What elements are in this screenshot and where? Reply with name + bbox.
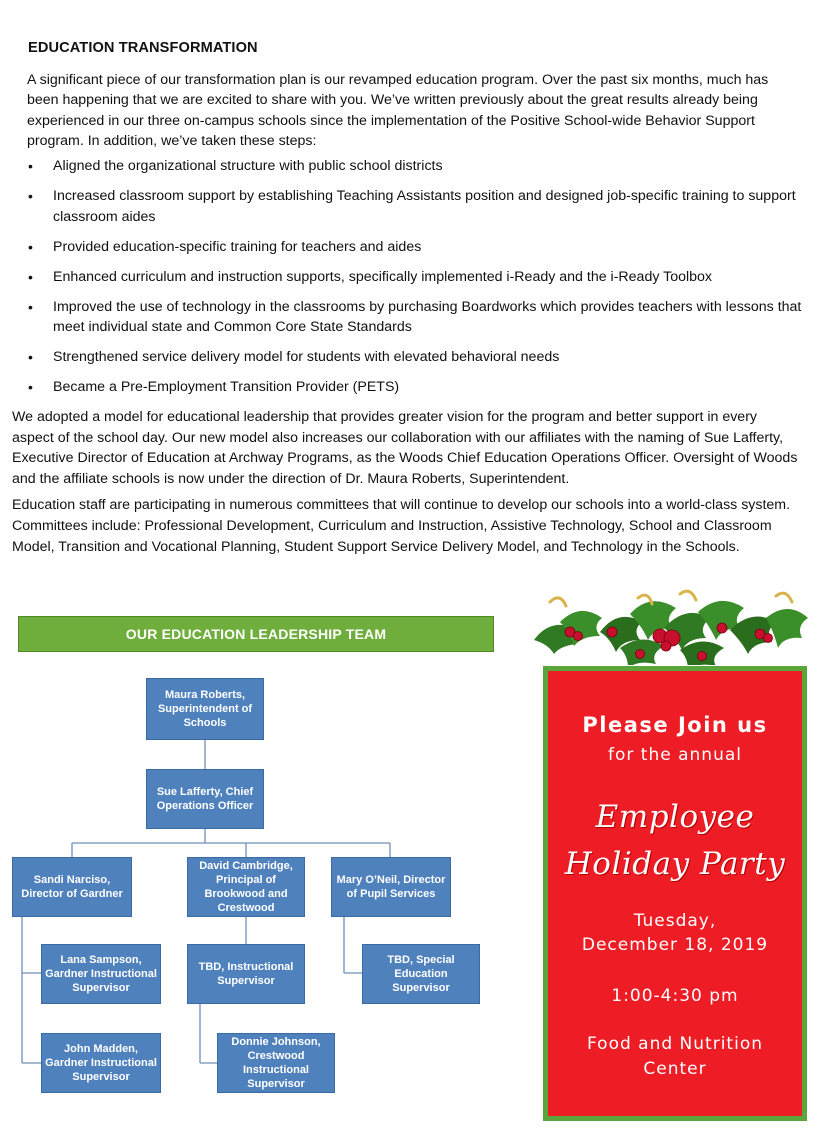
- org-box-tbd-instructional: TBD, Instructional Supervisor: [187, 944, 305, 1004]
- committees-paragraph: Education staff are participating in numerous committees that will continue to develop our schools into a world-class system. Committees include: Professional Development, Curriculum and Instruction, Assistive Technology, School and Classroom Model, Transition and Vocational Planning, Student Support Service Delivery Model, and Technology in the Schools.: [12, 497, 791, 555]
- team-banner: OUR EDUCATION LEADERSHIP TEAM: [18, 616, 494, 652]
- org-box-lafferty: Sue Lafferty, Chief Operations Officer: [146, 769, 264, 829]
- party-invitation: [543, 666, 807, 1121]
- invite-date: December 18, 2019: [581, 935, 769, 955]
- invite-script-line1: Employee: [595, 799, 755, 835]
- invite-join: Please Join us: [582, 713, 768, 737]
- list-item: • Enhanced curriculum and instruction supports, specifically implemented i-Ready and the i-Ready Toolbox: [27, 267, 802, 288]
- list-item: • Became a Pre-Employment Transition Provider (PETS): [27, 377, 802, 398]
- org-box-sampson: Lana Sampson, Gardner Instructional Supervisor: [41, 944, 161, 1004]
- list-item: • Increased classroom support by establishing Teaching Assistants position and designed job-specific training to support classroom aides: [27, 186, 802, 227]
- org-box-madden: John Madden, Gardner Instructional Supervisor: [41, 1033, 161, 1093]
- holly-icon: [530, 588, 810, 670]
- invite-day: Tuesday,: [633, 911, 717, 931]
- intro-paragraph: A significant piece of our transformation plan is our revamped education program. Over the past six months, much has been happening that we are excited to share with you. We’ve written previously about the great results already being experienced in our three on-campus schools since the implementation of the Positive School-wide Behavior Support program. In addition, we’ve taken these steps:: [27, 71, 769, 150]
- org-box-tbd-special: TBD, Special Education Supervisor: [362, 944, 480, 1004]
- steps-list: [27, 156, 802, 398]
- org-box-roberts: Maura Roberts, Superintendent of Schools: [146, 678, 264, 740]
- org-box-oneil: Mary O’Neil, Director of Pupil Services: [331, 857, 451, 917]
- invite-place-line1: Food and Nutrition: [587, 1034, 763, 1054]
- org-box-narciso: Sandi Narciso, Director of Gardner: [12, 857, 132, 917]
- invite-script-line2: Holiday Party: [564, 846, 786, 882]
- invite-time: 1:00-4:30 pm: [611, 986, 739, 1006]
- invite-annual: for the annual: [608, 745, 742, 765]
- leadership-paragraph: We adopted a model for educational leadership that provides greater vision for the program and better support in every aspect of the school day. Our new model also increases our collaboration with our affiliates with the naming of Sue Lafferty, Executive Director of Education at Archway Programs, as the Woods Chief Education Operations Officer. Oversight of Woods and the affiliate schools is now under the direction of Dr. Maura Roberts, Superintendent.: [12, 409, 798, 487]
- list-item: • Improved the use of technology in the classrooms by purchasing Boardworks which provides teachers with lessons that meet individual state and Common Core State Standards: [27, 297, 802, 338]
- article: [12, 38, 802, 561]
- org-box-cambridge: David Cambridge, Principal of Brookwood and Crestwood: [187, 857, 305, 917]
- list-item: • Aligned the organizational structure with public school districts: [27, 156, 802, 177]
- article-heading: EDUCATION TRANSFORMATION: [28, 40, 258, 56]
- org-box-johnson: Donnie Johnson, Crestwood Instructional Supervisor: [217, 1033, 335, 1093]
- list-item: • Strengthened service delivery model for students with elevated behavioral needs: [27, 347, 802, 368]
- invite-place-line2: Center: [643, 1059, 707, 1079]
- list-item: • Provided education-specific training for teachers and aides: [27, 237, 802, 258]
